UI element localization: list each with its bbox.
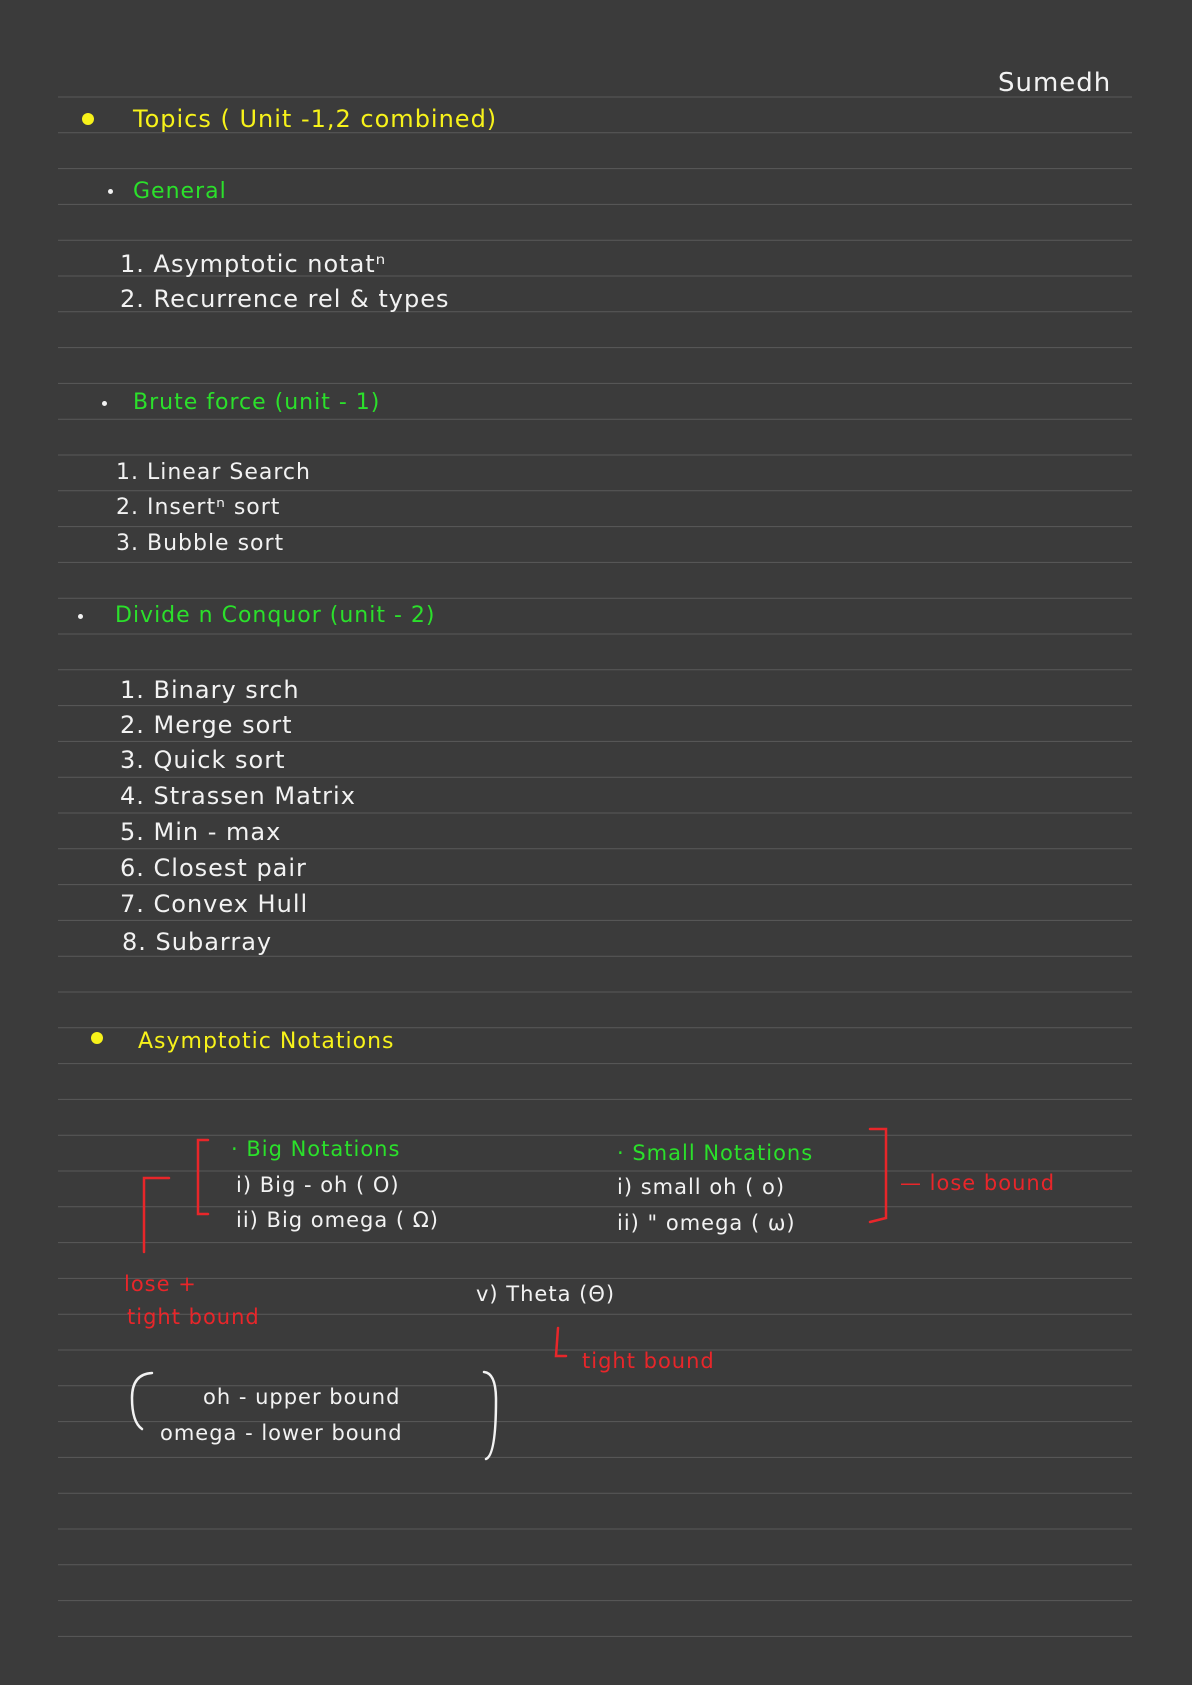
page-heading: Topics ( Unit -1,2 combined) [133,105,498,133]
bullet-dot [91,1032,103,1044]
list-item: 4. Strassen Matrix [120,782,356,810]
author-name: Sumedh [998,68,1112,98]
list-item: 7. Convex Hull [120,890,309,918]
list-item: 6. Closest pair [120,854,307,882]
big-notation-item: i) Big - oh ( O) [236,1173,400,1197]
list-item: 2. Recurrence rel & types [120,285,450,313]
list-item: 8. Subarray [122,928,273,956]
tight-bound-label: tight bound [582,1349,715,1373]
divide-conquer-title: Divide n Conquor (unit - 2) [115,603,436,628]
small-notation-item: i) small oh ( o) [617,1175,786,1199]
loose-tight-label: lose + [124,1272,197,1296]
list-item: 2. Insertⁿ sort [116,495,281,520]
list-item: 2. Merge sort [120,711,293,739]
bullet-dot [108,189,113,194]
brute-force-title: Brute force (unit - 1) [133,390,381,415]
bound-definition: oh - upper bound [203,1385,401,1409]
big-notations-title: · Big Notations [231,1137,401,1161]
loose-tight-label: tight bound [127,1305,260,1329]
list-item: 3. Bubble sort [116,531,285,556]
asymptotic-title: Asymptotic Notations [138,1029,395,1054]
bullet-dot [78,614,83,619]
bullet-dot [82,113,94,125]
list-item: 1. Asymptotic notatⁿ [120,250,387,278]
small-notations-title: · Small Notations [617,1141,814,1165]
list-item: 5. Min - max [120,818,282,846]
loose-bound-label: — lose bound [900,1171,1056,1195]
small-notation-item: ii) " omega ( ω) [617,1211,796,1235]
big-notation-item: ii) Big omega ( Ω) [236,1208,439,1232]
bullet-dot [102,401,107,406]
list-item: 1. Binary srch [120,676,300,704]
list-item: 1. Linear Search [116,460,311,485]
theta-item: v) Theta (Θ) [476,1282,616,1306]
bound-definition: omega - lower bound [160,1421,403,1445]
list-item: 3. Quick sort [120,746,286,774]
general-title: General [133,179,227,204]
